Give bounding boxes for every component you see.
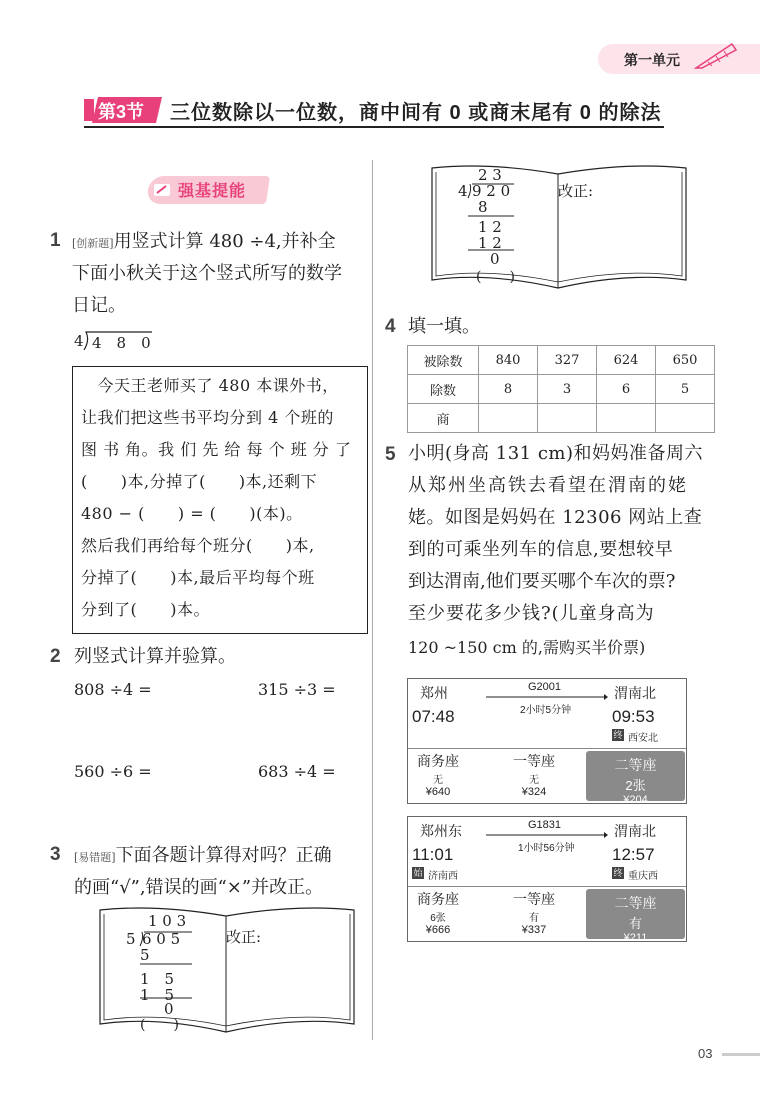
q1-dividend: 4 8 0 (92, 334, 151, 352)
ruler-pencil-icon (694, 40, 738, 70)
table-cell (656, 404, 715, 433)
table-cell: 6 (597, 375, 656, 404)
strengthen-label: 强基提能 (178, 183, 247, 200)
seat-second-class[interactable]: 二等座 有 ¥211 (586, 889, 685, 939)
q3-number: 3 (50, 844, 61, 865)
table-cell: 327 (538, 346, 597, 375)
ticket-duration: 2小时5分钟 (520, 705, 572, 716)
arrow-icon (486, 693, 608, 701)
section-badge-label: 第3节 (98, 102, 145, 122)
book-b-step: 1 2 (478, 218, 502, 236)
book-a-step: 1 5 (140, 970, 175, 988)
ticket-divider (408, 748, 686, 749)
book-a-quotient: 1 0 3 (148, 912, 187, 930)
book-b-step: 8 (478, 198, 488, 216)
ticket-to: 渭南北 (614, 685, 656, 701)
ticket-from: 郑州 (420, 685, 448, 701)
table-cell: 3 (538, 375, 597, 404)
book-a-dividend: 6 0 5 (142, 930, 181, 948)
q1-number: 1 (50, 230, 61, 251)
seat-business[interactable]: 商务座 无 ¥640 (417, 753, 459, 798)
ticket-from: 郑州东 (420, 823, 462, 839)
q1-line-1: [创新题]用竖式计算 480 ÷4,并补全 (72, 231, 336, 252)
q1-line-3: 日记。 (72, 295, 126, 316)
q3-book-a (96, 906, 358, 1036)
table-head: 除数 (408, 375, 479, 404)
table-head: 商 (408, 404, 479, 433)
book-b-step: 1 2 (478, 234, 502, 252)
ticket-to-note: 重庆西 (628, 871, 658, 882)
ticket-from-note: 济南西 (428, 871, 458, 882)
q5-line: 至少要花多少钱?(儿童身高为 (408, 603, 655, 624)
q1-diary-box (72, 366, 368, 634)
book-a-correction: 改正: (226, 928, 262, 946)
q3-line-1: [易错题]下面各题计算得对吗？正确 (74, 845, 332, 866)
ticket-top (408, 679, 686, 747)
table-cell (597, 404, 656, 433)
table-cell: 840 (479, 346, 538, 375)
pencil-icon (152, 180, 172, 200)
seat-second-class[interactable]: 二等座 2张 ¥204 (586, 751, 685, 801)
table-cell: 624 (597, 346, 656, 375)
q5-line: 从郑州坐高铁去看望在渭南的姥 (408, 475, 688, 496)
ticket-duration: 1小时56分钟 (518, 843, 575, 854)
arrow-icon (486, 831, 608, 839)
table-row (408, 346, 715, 375)
unit-label: 第一单元 (624, 52, 680, 68)
q2-expr: 808 ÷4 = (74, 680, 152, 699)
ticket-train: G1831 (528, 819, 562, 831)
ticket-card[interactable] (407, 816, 687, 942)
table-cell: 650 (656, 346, 715, 375)
ticket-divider (408, 886, 686, 887)
q4-number: 4 (385, 316, 396, 337)
page-number: 03 (698, 1046, 713, 1061)
ticket-arrive: 12:57 (612, 845, 655, 864)
book-b-correction: 改正: (558, 182, 594, 200)
table-head: 被除数 (408, 346, 479, 375)
diary-line: 480 − ( ) = ( )(本)。 (81, 504, 303, 523)
q2-text: 列竖式计算并验算。 (74, 646, 236, 667)
q1-line-2: 下面小秋关于这个竖式所写的数学 (72, 263, 342, 284)
table-cell (479, 404, 538, 433)
page-number-rule (722, 1053, 760, 1056)
book-a-divisor: 5 (126, 930, 136, 948)
q2-expr: 560 ÷6 = (74, 762, 152, 781)
table-row (408, 375, 715, 404)
book-a-step: 5 (140, 946, 150, 964)
table-cell: 5 (656, 375, 715, 404)
table-row (408, 404, 715, 433)
terminal-badge: 终 (613, 730, 623, 740)
q3-book-b (428, 164, 690, 292)
q5-line: 小明(身高 131 cm)和妈妈准备周六 (408, 443, 703, 464)
diary-line: 让我们把这些书平均分到 4 个班的 (81, 408, 334, 427)
ticket-arrive: 09:53 (612, 707, 655, 726)
origin-badge: 始 (413, 868, 423, 878)
q2-number: 2 (50, 646, 61, 667)
diary-line: 然后我们再给每个班分( )本, (81, 536, 315, 555)
book-b-quotient: 2 3 (478, 166, 502, 184)
table-cell: 8 (479, 375, 538, 404)
title-rule (84, 126, 664, 128)
ticket-top (408, 817, 686, 885)
book-a-step: 0 (164, 1000, 174, 1018)
ticket-to: 渭南北 (614, 823, 656, 839)
q5-line: 姥。如图是妈妈在 12306 网站上查 (408, 507, 703, 528)
ticket-to-note: 西安北 (628, 733, 658, 744)
ticket-card[interactable] (407, 678, 687, 804)
book-a-blank: ( ) (140, 1017, 179, 1033)
section-title: 三位数除以一位数，商中间有 0 或商末尾有 0 的除法 (170, 102, 662, 124)
q2-expr: 315 ÷3 = (258, 680, 336, 699)
diary-line: 今天王老师买了 480 本课外书， (81, 376, 339, 395)
q5-number: 5 (385, 444, 396, 465)
ticket-depart: 11:01 (412, 845, 454, 864)
book-b-blank: ( ) (476, 269, 515, 285)
q4-table (407, 345, 715, 433)
seat-first-class[interactable]: 一等座 有 ¥337 (513, 891, 555, 936)
table-cell (538, 404, 597, 433)
q1-divisor: 4 (74, 332, 84, 350)
q1-tag: [创新题] (72, 237, 114, 250)
q5-line: 120 ~150 cm 的,需购买半价票) (408, 638, 646, 657)
seat-business[interactable]: 商务座 6张 ¥666 (417, 891, 459, 936)
q4-text: 填一填。 (408, 316, 480, 337)
q2-expr: 683 ÷4 = (258, 762, 336, 781)
ticket-depart: 07:48 (412, 707, 455, 726)
book-b-step: 0 (490, 250, 500, 268)
diary-line: 分到了( )本。 (81, 600, 210, 619)
diary-line: 分掉了( )本,最后平均每个班 (81, 568, 315, 587)
diary-line: 图 书 角。我 们 先 给 每 个 班 分 了 (81, 440, 352, 459)
q5-line: 到的可乘坐列车的信息,要想较早 (408, 539, 674, 560)
terminal-badge: 终 (613, 868, 623, 878)
q3-line-2: 的画“√”,错误的画“×”并改正。 (74, 877, 324, 898)
ticket-train: G2001 (528, 681, 562, 693)
q5-line: 到达渭南,他们要买哪个车次的票? (408, 571, 676, 592)
book-b-dividend: 9 2 0 (472, 182, 511, 200)
q3-tag: [易错题] (74, 851, 116, 864)
diary-line: ( )本,分掉了( )本,还剩下 (81, 472, 318, 491)
book-b-divisor: 4 (458, 182, 468, 200)
seat-first-class[interactable]: 一等座 无 ¥324 (513, 753, 555, 798)
column-divider (372, 160, 373, 1040)
book-a-step: 1 5 (140, 986, 175, 1004)
